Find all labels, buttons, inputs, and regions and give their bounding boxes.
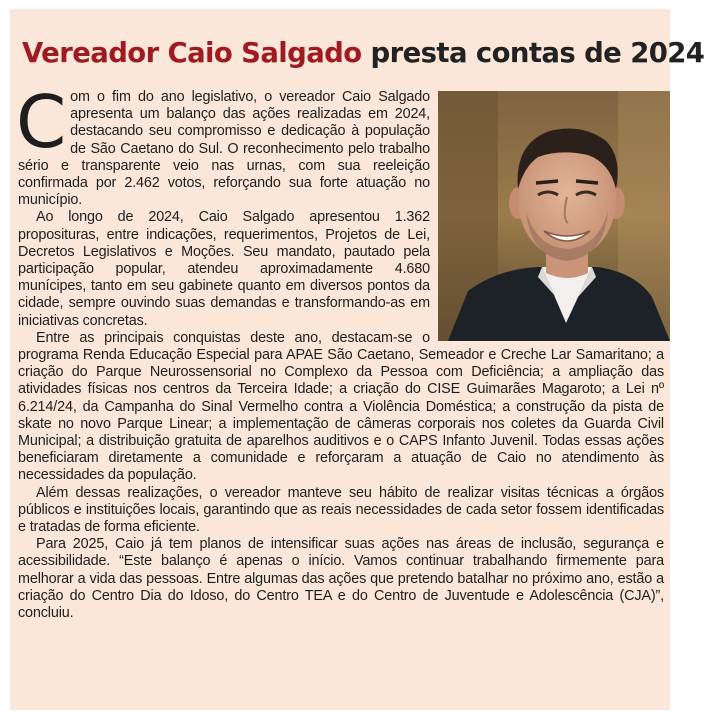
paragraph-2: Ao longo de 2024, Caio Salgado apresentou 1.362 proposituras, entre indicações, requerimentos, Projetos de Lei, Decretos Legislativos e Moções. Seu mandato, pautado pela participação popular, atendeu aproximadamente 4.680 munícipes, tanto em seu gabinete quanto em diversos pontos da cidade, sempre ouvindo suas demandas e transformando-as em iniciativas concretas. — [18, 209, 430, 329]
paragraph-1-text: om o fim do ano legislativo, o vereador Caio Salgado apresenta um balanço das ações realizadas em 2024, destacando seu compromisso e dedicação à população de São Caetano do Sul. O reconhecimento pelo trabalho sério e transparente veio nas urnas, com sua reeleição confirmada por 2.462 votos, reforçando sua forte atuação no município. — [18, 89, 430, 209]
article-body — [16, 80, 664, 622]
paragraph-4: Além dessas realizações, o vereador manteve seu hábito de realizar visitas técnicas a órgãos públicos e instituições locais, garantindo que as reais necessidades de cada setor fossem identificadas e tratadas de forma eficiente. — [18, 484, 664, 536]
news-article — [10, 9, 704, 710]
headline — [22, 37, 704, 69]
headline-name: Vereador Caio Salgado — [22, 37, 362, 69]
drop-cap: C — [16, 80, 67, 164]
paragraph-5: Para 2025, Caio já tem planos de intensificar suas ações nas áreas de inclusão, segurança e acessibilidade. “Este balanço é apenas o início. Vamos continuar trabalhando firmemente para melhorar a vida das pessoas. Entre algumas das ações que pretendo batalhar no próximo ano, estão a criação do Centro Dia do Idoso, do Centro TEA e do Centro de Juventude e Adolescência (CJA)”, concluiu. — [18, 536, 664, 622]
headline-rest: presta contas de 2024 — [361, 37, 704, 69]
photo-wrap-space — [438, 89, 664, 343]
paragraph-3: Entre as principais conquistas deste ano, destacam-se o programa Renda Educação Especial para APAE São Caetano, Semeador e Creche Lar Samaritano; a criação do Parque Neurossensorial no Complexo da Pessoa com Deficiência; a ampliação das atividades físicas nos centros da Terceira Idade; a criação do CISE Guimarães Magaroto; a Lei nº 6.214/24, da Campanha do Sinal Vermelho contra a Violência Doméstica; a construção da pista de skate no novo Parque Linear; a implementação de câmeras corporais nos coletes da Guarda Civil Municipal; a distribuição gratuita de aparelhos auditivos e o CAPS Infanto Juvenil. Todas essas ações beneficiaram diretamente a comunidade e reforçaram a atuação de Caio no atendimento às necessidades da população. — [18, 329, 664, 484]
